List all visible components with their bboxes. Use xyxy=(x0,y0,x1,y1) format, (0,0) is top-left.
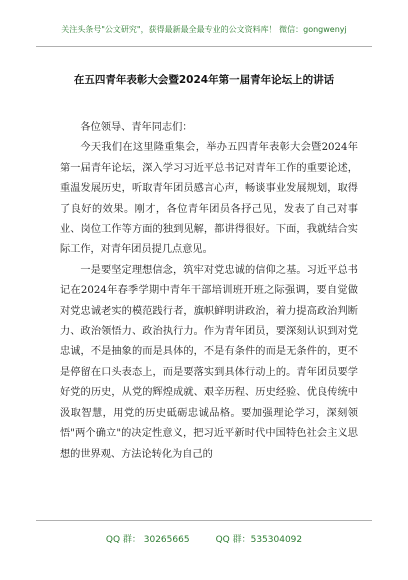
header-banner: 关注头条号"公文研究"，获得最新最全最专业的公文资料库！ 微信：gongwenyj xyxy=(61,25,347,34)
salutation: 各位领导、青年同志们： xyxy=(80,122,193,133)
document-body xyxy=(60,118,358,465)
paragraph-intro: 今天我们在这里隆重集会，举办五四青年表彰大会暨2024年第一届青年论坛，深入学习习近平总书记对青年工作的重要论述，重温发展历史，听取青年团员感言心声，畅谈事业发展规划，取得了良好的效果。刚才，各位青年团员各抒己见，发表了自己对事业、岗位工作等方面的独到见解，都讲得很好。下面，我就结合实际工作，对青年团员提几点意见。 xyxy=(60,142,358,256)
footer-qq-group-1: QQ 群： 30265665 xyxy=(105,535,190,545)
footer-divider xyxy=(36,520,372,521)
footer-qq-group-2: QQ 群：535304092 xyxy=(215,535,303,545)
footer xyxy=(0,532,408,545)
paragraph-point-one: 一是要坚定理想信念，筑牢对党忠诚的信仰之基。习近平总书记在2024年春季学期中青年干部培训班开班之际强调，要自觉做对党忠诚老实的模范践行者，旗帜鲜明讲政治，着力提高政治判断力、政治领悟力、政治执行力。作为青年团员，要深刻认识到对党忠诚，不是抽象的而是具体的，不是有条件的而是无条件的，更不是停留在口头表态上，而是要落实到具体行动上的。青年团员要学好党的历史，从党的辉煌成就、艰辛历程、历史经验、优良传统中汲取智慧，用党的历史砥砺忠诚品格。要加强理论学习，深刻领悟"两个确立"的决定性意义，把习近平新时代中国特色社会主义思想的世界观、方法论转化为自己的 xyxy=(60,264,358,460)
document-title: 在五四青年表彰大会暨2024年第一届青年论坛上的讲话 xyxy=(73,74,335,86)
header-divider xyxy=(36,46,372,47)
